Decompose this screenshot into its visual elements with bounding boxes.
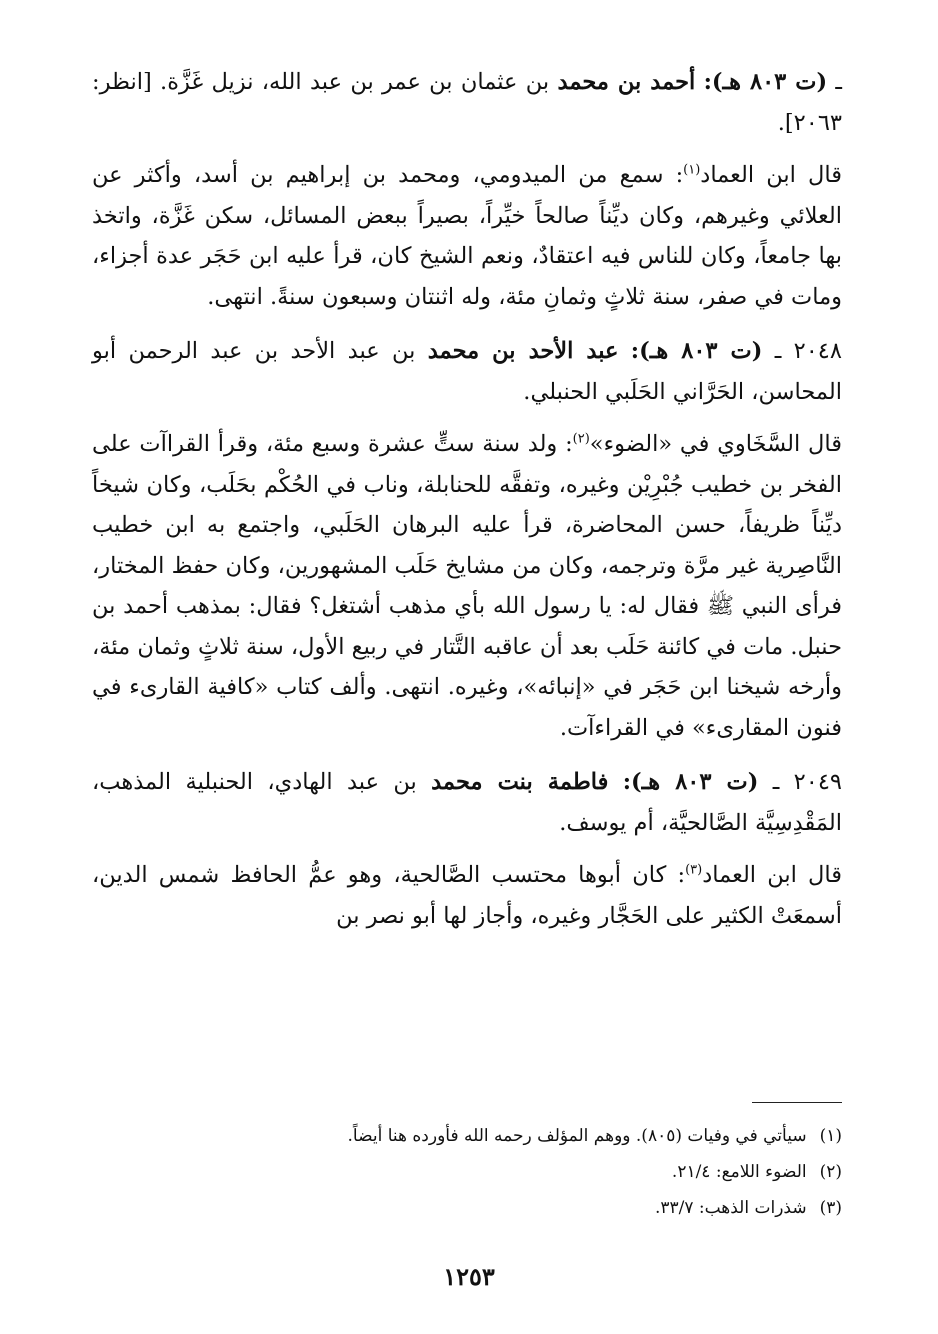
footnote-number: (١) [819, 1126, 842, 1146]
entry-2047 [92, 62, 842, 143]
quote-source: قال ابن العماد [700, 162, 843, 188]
footnote-3 [92, 1190, 842, 1226]
footnote-text: شذرات الذهب: ٣٣/٧. [654, 1198, 807, 1218]
quote-ibn-al-imad-3 [92, 855, 842, 936]
entry-name: عبد الأحد بن محمد [427, 338, 619, 364]
quote-source: قال ابن العماد [702, 862, 842, 888]
quote-sakhawi [92, 424, 842, 748]
quote-text: : ولد سنة ستٍّ عشرة وسبع مئة، وقرأ القراآت على الفخر بن خطيب جُبْرِيْن وغيره، وتفقَّه للحنابلة، وناب في الحُكْم بحَلَب، وكان شيخاً ديِّناً ظريفاً، حسن المحاضرة، قرأ عليه البرهان الحَلَبي، واجتمع به ابن خطيب النَّاصِرية غير مرَّة وترجمه، وكان من مشايخ حَلَب المشهورين، وكان حفظ المختار، فرأى النبي ﷺ فقال له: يا رسول الله بأي مذهب أشتغل؟ فقال: بمذهب أحمد بن حنبل. مات في كائنة حَلَب بعد أن عاقبه التَّتار في ربيع الأول، سنة ثلاثٍ وثمان مئة، وأرخه شيخنا ابن حَجَر في «إنبائه»، وغيره. انتهى. وألف كتاب «كافية القارىء في فنون المقارىء» في القراءآت. [92, 431, 842, 741]
footnote-2 [92, 1154, 842, 1190]
entry-number: ٢٠٤٩ ـ [758, 769, 843, 795]
footnote-1 [92, 1118, 842, 1154]
entry-death-date: (ت ٨٠٣ هـ): [622, 769, 759, 795]
footnote-number: (٣) [819, 1198, 842, 1218]
entry-2049 [92, 762, 842, 843]
entry-number: ٢٠٤٨ ـ [762, 338, 842, 364]
entry-text: بن عبد الهادي، الحنبلية المذهب، المَقْدِسِيَّة الصَّالحيَّة، أم يوسف. [92, 769, 842, 836]
quote-source: قال السَّخَاوي في «الضوء» [589, 431, 842, 457]
entry-text: بن عثمان بن عمر بن عبد الله، نزيل غَزَّة. [انظر: ٢٠٦٣]. [92, 69, 842, 136]
footnote-text: الضوء اللامع: ٢١/٤. [671, 1162, 807, 1182]
footnote-number: (٢) [819, 1162, 842, 1182]
entry-death-date: (ت ٨٠٣ هـ): [630, 338, 763, 364]
footnotes [92, 1118, 842, 1226]
entry-name: أحمد بن محمد [557, 69, 696, 95]
quote-text: : سمع من الميدومي، ومحمد بن إبراهيم بن أسد، وأكثر عن العلائي وغيرهم، وكان ديِّناً صالحاً خيِّراً، بصيراً ببعض المسائل، سكن غَزَّة، واتخذ بها جامعاً، وكان للناس فيه اعتقادٌ، ونعم الشيخ كان، قرأ عليه ابن حَجَر عدة أجزاء، ومات في صفر، سنة ثلاثٍ وثمانِ مئة، وله اثنتان وسبعون سنةً. انتهى. [92, 162, 842, 310]
entry-name: فاطمة بنت محمد [431, 769, 609, 795]
footnote-ref-1: (١) [683, 162, 701, 178]
entry-prefix: ـ [827, 69, 843, 95]
quote-text: : كان أبوها محتسب الصَّالحية، وهو عمُّ الحافظ شمس الدين، أسمعَتْ الكثير على الحَجَّار وغيره، وأجاز لها أبو نصر بن [92, 862, 842, 929]
quote-ibn-al-imad-1 [92, 155, 842, 317]
entry-2048 [92, 331, 842, 412]
page-number: ١٢٥٣ [443, 1262, 495, 1291]
footnote-ref-3: (٣) [685, 862, 703, 878]
footnote-divider [752, 1102, 842, 1103]
entry-death-date: (ت ٨٠٣ هـ): [703, 69, 828, 95]
footnote-ref-2: (٢) [572, 431, 590, 447]
footnote-text: سيأتي في وفيات (٨٠٥). ووهم المؤلف رحمه الله فأورده هنا أيضاً. [347, 1126, 807, 1146]
entry-text: بن عبد الأحد بن عبد الرحمن أبو المحاسن، الحَرَّاني الحَلَبي الحنبلي. [92, 338, 842, 405]
page-body [92, 62, 842, 950]
